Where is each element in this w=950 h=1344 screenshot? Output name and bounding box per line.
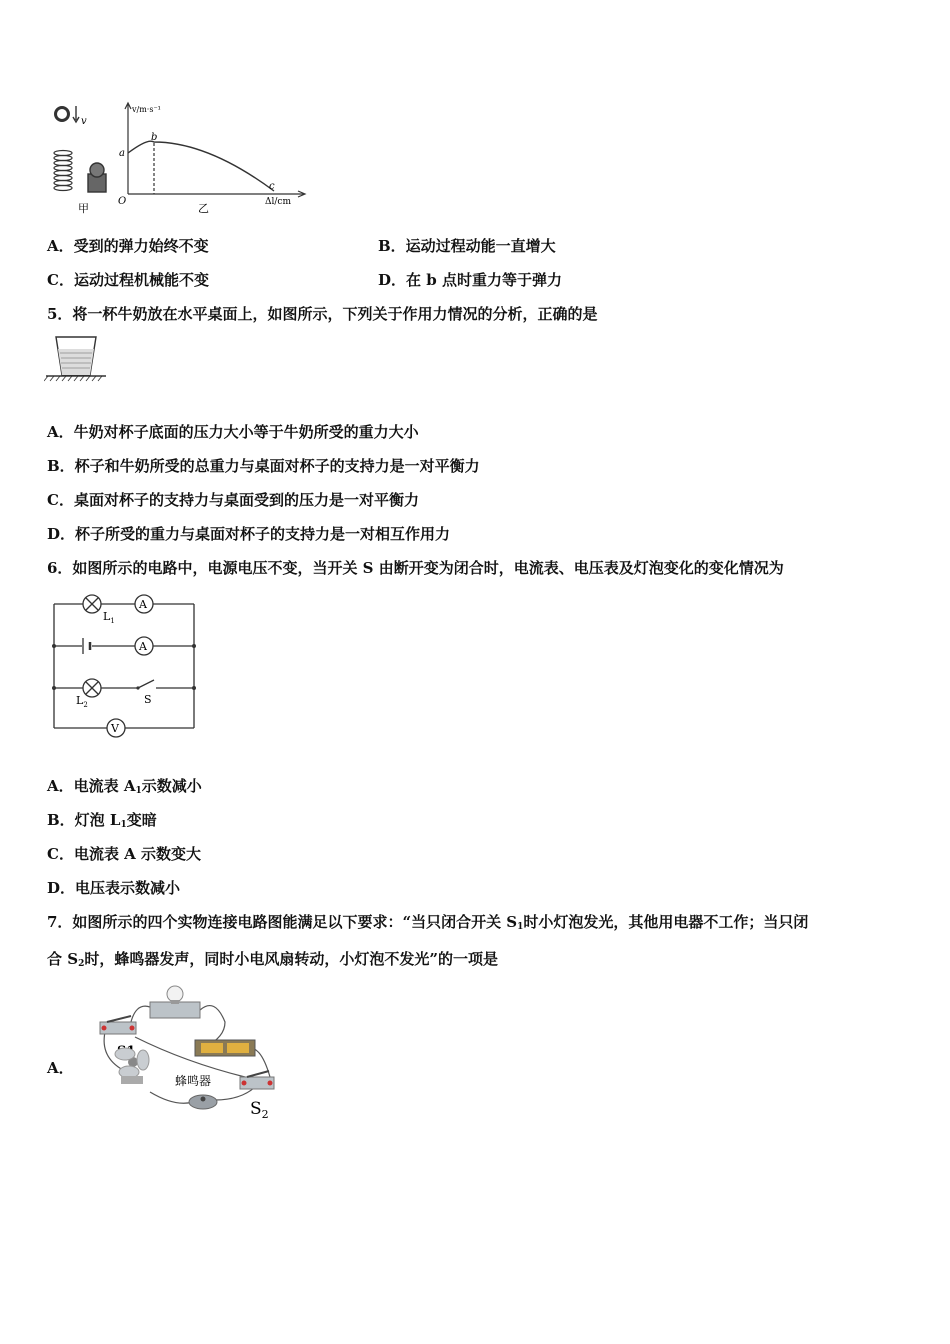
q5-stem: 5．将一杯牛奶放在水平桌面上，如图所示，下列关于作用力情况的分析，正确的是 — [47, 305, 598, 323]
velocity-curve — [128, 141, 274, 191]
buzzer — [189, 1095, 217, 1109]
label-jia: 甲 — [78, 202, 89, 215]
lamp-l2-label: $L_2$ — [76, 694, 88, 709]
s2-label: $S_2$ — [250, 1099, 269, 1121]
q7-option-a-label[interactable]: A． — [47, 1059, 74, 1077]
bulb-holder — [150, 986, 200, 1018]
q6-option-d[interactable]: D．电压表示数减小 — [47, 879, 181, 897]
point-c: c — [269, 181, 275, 192]
graph-x-axis-label: Δl/cm — [265, 197, 291, 207]
q6-option-c[interactable]: C．电流表 A 示数变大 — [47, 845, 202, 863]
q5-option-c[interactable]: C．桌面对杯子的支持力与桌面受到的压力是一对平衡力 — [47, 491, 419, 509]
q6-stem: 6．如图所示的电路中，电源电压不变，当开关 S 由断开变为闭合时，电流表、电压表及灯泡变化的变化情况为 — [47, 559, 784, 577]
q7-stem-line2: 合 $S_2$时，蜂鸣器发声，同时小电风扇转动，小灯泡不发光”的一项是 — [47, 950, 498, 969]
q5-option-a[interactable]: A．牛奶对杯子底面的压力大小等于牛奶所受的重力大小 — [47, 423, 419, 441]
q4-option-b[interactable]: B．运动过程动能一直增大 — [378, 237, 556, 255]
ammeter-1-label: A — [139, 598, 147, 611]
label-yi: 乙 — [198, 202, 209, 215]
fan — [115, 1048, 149, 1084]
q4-option-d[interactable]: D．在 b 点时重力等于弹力 — [378, 271, 562, 289]
velocity-graph — [125, 103, 305, 197]
q7-option-a-circuit[interactable] — [95, 982, 285, 1122]
buzzer-label: 蜂鸣器 — [175, 1074, 212, 1088]
point-a: a — [119, 148, 125, 159]
label-v: v — [81, 116, 87, 127]
q5-option-b[interactable]: B．杯子和牛奶所受的总重力与桌面对杯子的支持力是一对平衡力 — [47, 457, 480, 475]
q6-option-a[interactable]: A．电流表 $A_1$示数减小 — [47, 777, 202, 796]
ammeter-2-label: A — [139, 640, 147, 653]
milk-cup-figure — [44, 333, 108, 385]
q4-figure — [48, 98, 318, 222]
voltmeter-label: V — [111, 722, 119, 735]
battery-box — [195, 1040, 255, 1056]
graph-y-axis-label: v/m·s⁻¹ — [132, 105, 161, 114]
q6-circuit-figure — [46, 590, 202, 740]
spring-apparatus — [54, 106, 106, 192]
lamp-l1-label: $L_1$ — [103, 610, 115, 625]
graph-origin: O — [118, 196, 127, 207]
q6-option-b[interactable]: B．灯泡 $L_1$变暗 — [47, 811, 157, 830]
q4-option-a[interactable]: A．受到的弹力始终不变 — [47, 237, 209, 255]
switch-s1 — [100, 1016, 136, 1034]
switch-s-label: S — [144, 693, 152, 706]
point-b: b — [151, 132, 158, 143]
q4-option-c[interactable]: C．运动过程机械能不变 — [47, 271, 209, 289]
q5-option-d[interactable]: D．杯子所受的重力与桌面对杯子的支持力是一对相互作用力 — [47, 525, 451, 543]
q7-stem-line1: 7．如图所示的四个实物连接电路图能满足以下要求：“当只闭合开关 $S_1$时小灯泡发光，其他用电器不工作；当只闭 — [47, 913, 809, 932]
